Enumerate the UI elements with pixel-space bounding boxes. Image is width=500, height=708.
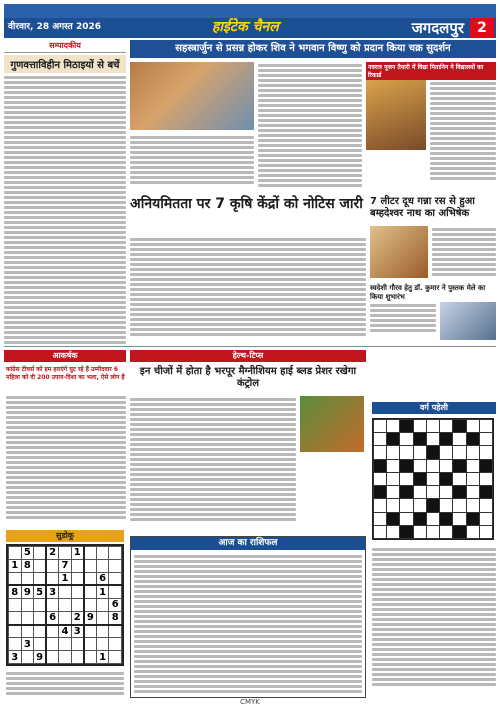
sudoku-cell: 3 <box>9 651 22 664</box>
health-headline: इन चीजों में होता है भरपूर मैग्नीशियम हाई ब्लड प्रेशर रखेगा कंट्रोल <box>139 366 357 389</box>
right-subhead-text: नवरात्र पूजन तैयारी में विद्या मितानिन ने विद्यालयों का रिकार्ड <box>366 62 496 80</box>
sudoku-cell <box>96 559 109 572</box>
editorial-headline: गुणवत्ताविहीन मिठाइयों से बचें <box>4 55 126 73</box>
sudoku-cell <box>21 625 34 638</box>
sudoku-cell: 9 <box>84 611 97 624</box>
sudoku-cell: 8 <box>9 585 22 598</box>
sudoku-cell: 3 <box>71 625 84 638</box>
sudoku-cell <box>21 611 34 624</box>
sudoku-cell <box>84 585 97 598</box>
lead-photo <box>130 62 254 130</box>
sudoku-cell <box>59 638 72 651</box>
sudoku-cell: 3 <box>46 585 59 598</box>
page-title: जगदलपुर <box>411 19 464 37</box>
sudoku-cell <box>96 611 109 624</box>
sudoku-cell: 2 <box>71 611 84 624</box>
fair-photo <box>440 302 496 340</box>
sudoku-cell <box>59 611 72 624</box>
brief-section-bar: आकर्षक <box>4 350 126 362</box>
sudoku-cell: 9 <box>34 651 47 664</box>
sudoku-cell <box>9 599 22 612</box>
sudoku-cell: 1 <box>71 547 84 560</box>
sudoku-instructions <box>6 670 124 698</box>
sudoku-cell <box>84 572 97 585</box>
crossword-clues <box>372 546 496 696</box>
sudoku-cell <box>34 599 47 612</box>
sudoku-cell <box>9 611 22 624</box>
food-photo <box>300 396 364 452</box>
sudoku-cell <box>109 638 122 651</box>
sudoku-cell: 6 <box>96 572 109 585</box>
sudoku-cell <box>34 547 47 560</box>
sudoku-cell <box>9 625 22 638</box>
sudoku-title: सुडोकू <box>6 530 124 542</box>
editorial-section-label: सम्पादकीय <box>4 40 126 53</box>
right-photo <box>366 80 426 150</box>
sudoku-cell: 1 <box>59 572 72 585</box>
sudoku-cell: 6 <box>109 599 122 612</box>
sudoku-cell: 9 <box>21 585 34 598</box>
sudoku-cell <box>84 625 97 638</box>
sudoku-cell <box>84 559 97 572</box>
brief-headline: कांग्रेस टीचर्स को हम हराएंगे घुट रहे हैं उम्मीदवार 6 महिला को दी 200 उपाय-दिशा का भला, ऐसे लोग हैं <box>6 366 125 381</box>
right-subhead <box>366 62 496 79</box>
rashifal-box <box>130 536 366 698</box>
sudoku-cell <box>71 651 84 664</box>
small-headline: स्वदेशी गौरव हेतु डॉ. कुमार ने पुस्तक मेले का किया शुभारंभ <box>370 284 486 301</box>
sudoku-cell <box>46 572 59 585</box>
sudoku-cell: 1 <box>96 585 109 598</box>
brand-name: हाईटेक चैनल <box>212 19 279 35</box>
sudoku-cell <box>109 651 122 664</box>
crossword-title: वर्ग पहेली <box>372 402 496 414</box>
sudoku-cell <box>34 559 47 572</box>
brief-body <box>6 394 126 524</box>
sudoku-cell <box>46 651 59 664</box>
sudoku-cell <box>34 638 47 651</box>
rashifal-title: आज का राशिफल <box>131 537 365 550</box>
sudoku-cell <box>59 547 72 560</box>
sudoku-cell <box>9 638 22 651</box>
section-divider <box>4 346 496 347</box>
health-section-bar: हेल्थ-टिप्स <box>130 350 366 362</box>
sudoku-cell <box>96 625 109 638</box>
sudoku-cell <box>84 638 97 651</box>
page-number: 2 <box>470 18 494 38</box>
sudoku-cell <box>21 572 34 585</box>
sudoku-cell: 4 <box>59 625 72 638</box>
sudoku-cell <box>21 651 34 664</box>
sudoku-cell: 1 <box>96 651 109 664</box>
sudoku-cell: 7 <box>59 559 72 572</box>
masthead <box>4 4 496 38</box>
sudoku-cell <box>34 572 47 585</box>
sudoku-cell <box>46 625 59 638</box>
sudoku-cell <box>71 585 84 598</box>
sudoku-cell <box>96 599 109 612</box>
right-body-2 <box>432 226 496 278</box>
sudoku-cell <box>84 651 97 664</box>
mid-body <box>130 236 366 336</box>
rashifal-body <box>131 550 365 698</box>
lead-body <box>258 62 362 190</box>
sudoku-cell: 3 <box>21 638 34 651</box>
sudoku-cell <box>34 611 47 624</box>
sudoku-cell <box>59 651 72 664</box>
right-headline: 7 लीटर दूध गन्ना रस से हुआ बम्हदेश्वर नाथ का अभिषेक <box>370 196 475 219</box>
masthead-top-strip <box>4 4 496 18</box>
editorial-column <box>4 40 126 340</box>
sudoku-cell <box>46 638 59 651</box>
sudoku-cell <box>109 625 122 638</box>
sudoku-cell <box>71 638 84 651</box>
sudoku-cell <box>109 585 122 598</box>
lead-body-left <box>130 134 254 190</box>
editorial-body <box>4 76 126 344</box>
sudoku-cell <box>34 625 47 638</box>
sudoku-cell <box>109 559 122 572</box>
sudoku-cell <box>46 599 59 612</box>
health-body <box>130 396 296 530</box>
sudoku-cell <box>96 638 109 651</box>
lead-headline: सहस्त्रार्जुन से प्रसन्न होकर शिव ने भगवान विष्णु को प्रदान किया चक्र सुदर्शन <box>130 40 496 58</box>
crossword-grid <box>372 418 494 540</box>
sudoku-cell <box>71 559 84 572</box>
mid-headline: अनियमितता पर 7 कृषि केंद्रों को नोटिस जारी <box>130 196 363 212</box>
sudoku-cell <box>46 559 59 572</box>
sudoku-cell <box>84 599 97 612</box>
sudoku-cell <box>109 547 122 560</box>
sudoku-cell <box>9 572 22 585</box>
sudoku-cell <box>84 547 97 560</box>
right-body <box>430 80 496 190</box>
sudoku-grid <box>6 544 124 666</box>
sudoku-cell <box>21 599 34 612</box>
sudoku-cell <box>71 572 84 585</box>
issue-date: वीरवार, 28 अगस्त 2026 <box>8 22 101 32</box>
small-body <box>370 302 436 342</box>
sudoku-cell <box>96 547 109 560</box>
sudoku-cell: 8 <box>109 611 122 624</box>
sudoku-cell <box>59 585 72 598</box>
sudoku-cell: 8 <box>21 559 34 572</box>
sudoku-cell: 6 <box>46 611 59 624</box>
sudoku-cell: 2 <box>46 547 59 560</box>
sudoku-cell <box>109 572 122 585</box>
sudoku-cell <box>9 547 22 560</box>
sudoku-cell: 5 <box>34 585 47 598</box>
print-mark: CMYK <box>240 698 260 706</box>
sudoku-cell: 5 <box>21 547 34 560</box>
temple-photo <box>370 226 428 278</box>
sudoku-cell <box>71 599 84 612</box>
sudoku-cell <box>59 599 72 612</box>
sudoku-cell: 1 <box>9 559 22 572</box>
